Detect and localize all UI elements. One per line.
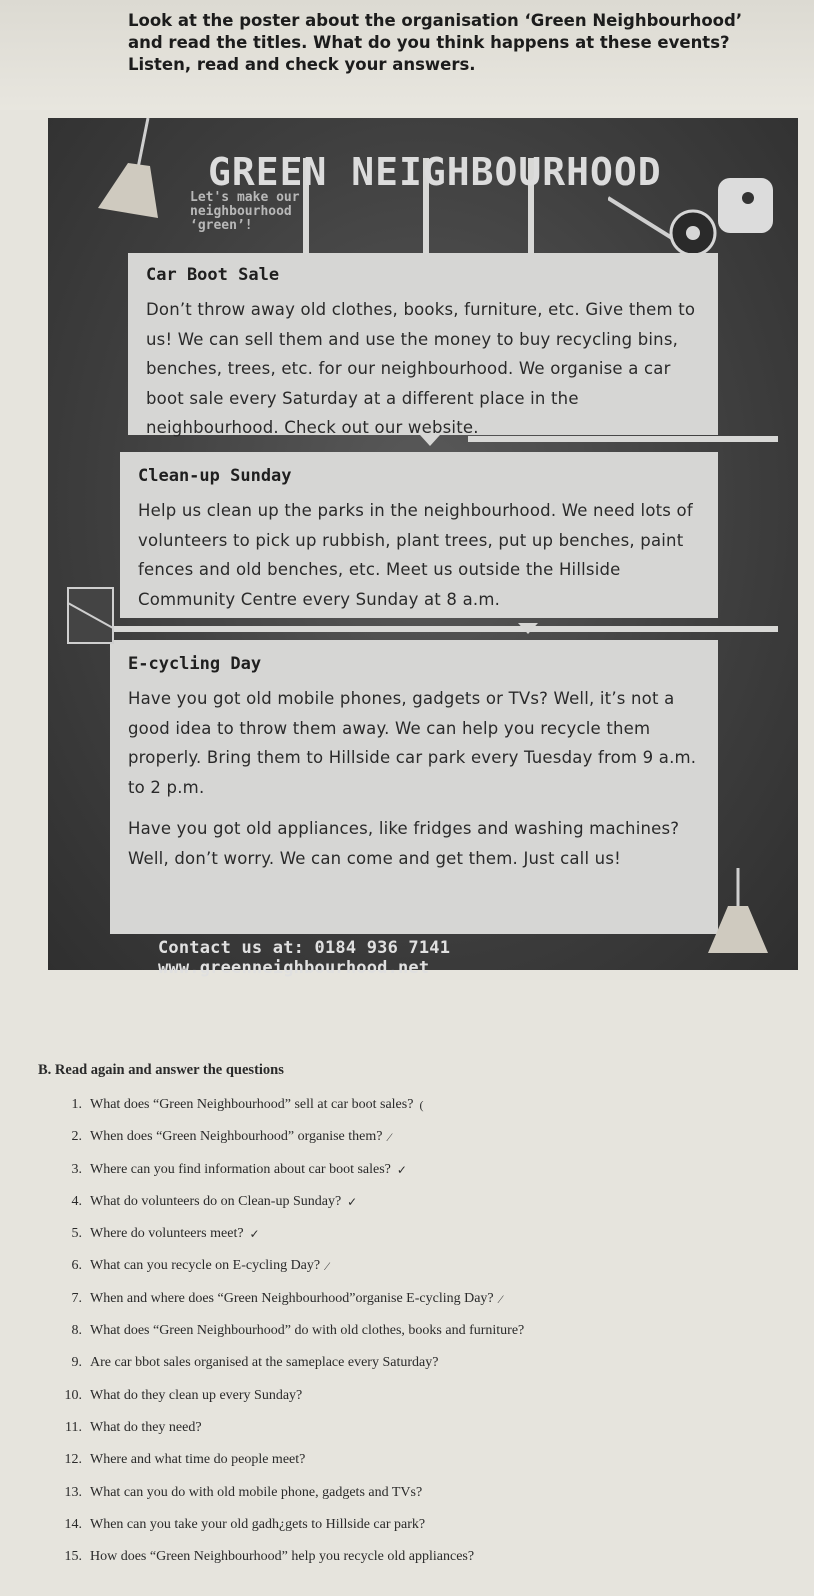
question-number: 6. [71, 1258, 82, 1274]
question-item [38, 1353, 798, 1385]
arrow-down-icon [518, 623, 538, 634]
question-item [38, 1321, 798, 1353]
question-text: What does “Green Neighbourhood” sell at car boot sales? [90, 1097, 414, 1112]
question-number: 4. [71, 1193, 82, 1209]
question-item [38, 1386, 798, 1418]
handwritten-mark: ✓ [396, 1162, 407, 1177]
section-heading: E-cycling Day [128, 654, 262, 674]
question-number: 12. [64, 1452, 82, 1468]
poster-title: GREEN NEIGHBOURHOOD [208, 150, 662, 194]
question-text: What do they need? [90, 1419, 202, 1435]
question-number: 11. [65, 1419, 82, 1435]
question-text: How does “Green Neighbourhood” help you recycle old appliances? [90, 1549, 475, 1565]
poster-subtitle: Let's make our neighbourhood ‘green’! [190, 190, 300, 233]
section-e-cycling-day [110, 640, 718, 934]
question-item [38, 1192, 798, 1224]
question-number: 7. [71, 1290, 82, 1306]
question-text: What does “Green Neighbourhood” do with old clothes, books and furniture? [90, 1323, 525, 1339]
section-paragraph: Have you got old appliances, like fridges and washing machines? Well, don’t worry. We can come and get them. Just call us! [128, 819, 680, 868]
question-item [38, 1483, 798, 1515]
contact-line: Contact us at: 0184 936 7141 www.greenneighbourhood.net [158, 938, 451, 978]
question-number: 1. [71, 1097, 82, 1112]
section-paragraph: Help us clean up the parks in the neighbourhood. We need lots of volunteers to pick up rubbish, plant trees, put up benches, paint fences and old benches, etc. Meet us outside the Hillside Community Centre every Sunday at 8 a.m. [138, 501, 693, 609]
section-heading: Car Boot Sale [146, 265, 280, 285]
question-text: When and where does “Green Neighbourhood”organise E-cycling Day? [90, 1290, 494, 1306]
question-text: When can you take your old gadh¿gets to Hillside car park? [90, 1516, 426, 1532]
arrow-down-icon [420, 435, 440, 446]
question-number: 15. [64, 1549, 82, 1565]
question-text: When does “Green Neighbourhood” organise them? [90, 1129, 383, 1145]
handwritten-mark: ( [419, 1098, 424, 1112]
instruction-line-1: Look at the poster about the organisation ‘Green Neighbourhood’ [128, 11, 743, 30]
question-text: Where can you find information about car boot sales? [90, 1161, 391, 1177]
section-clean-up-sunday [120, 452, 718, 618]
question-number: 2. [71, 1129, 82, 1145]
handwritten-mark: ⁄ [499, 1291, 502, 1306]
question-text: Where do volunteers meet? [90, 1226, 244, 1242]
question-text: What can you recycle on E-cycling Day? [90, 1258, 321, 1274]
question-number: 3. [71, 1161, 82, 1177]
question-text: What do volunteers do on Clean-up Sunday? [90, 1193, 342, 1209]
question-item [38, 1224, 798, 1256]
question-item [38, 1450, 798, 1482]
green-neighbourhood-poster [48, 118, 798, 978]
question-item [38, 1160, 798, 1192]
section-b-title: B. Read again and answer the questions [38, 1062, 284, 1078]
exercise-instruction [128, 10, 808, 76]
question-text: What can you do with old mobile phone, gadgets and TVs? [90, 1484, 423, 1500]
handwritten-mark: ✓ [249, 1227, 260, 1242]
broom-icon [88, 118, 168, 228]
question-item [38, 1256, 798, 1288]
question-number: 10. [64, 1387, 82, 1403]
question-number: 5. [71, 1226, 82, 1242]
question-item [38, 1418, 798, 1450]
question-number: 13. [64, 1484, 82, 1500]
handwritten-mark: ⁄ [326, 1259, 329, 1274]
question-item [38, 1515, 798, 1547]
section-paragraph: Don’t throw away old clothes, books, furniture, etc. Give them to us! We can sell them and use the money to buy recycling bins, benches, trees, etc. for our neighbourhood. We organise a car boot sale every Saturday at a different place in the neighbourhood. Check out our website. [146, 300, 696, 437]
question-text: What do they clean up every Sunday? [90, 1387, 303, 1403]
instruction-line-2: and read the titles. What do you think happens at these events? [128, 33, 730, 52]
handwritten-mark: ⁄ [388, 1130, 391, 1145]
question-number: 8. [71, 1323, 82, 1339]
section-paragraph: Have you got old mobile phones, gadgets or TVs? Well, it’s not a good idea to throw them away. We can help you recycle them properly. Bring them to Hillside car park every Tuesday from 9 a.m. to 2 p.m. [128, 689, 697, 797]
section-car-boot-sale [128, 253, 718, 435]
question-item [38, 1095, 798, 1127]
question-number: 9. [71, 1355, 82, 1371]
question-item [38, 1127, 798, 1159]
section-heading: Clean-up Sunday [138, 466, 292, 486]
question-list [38, 1095, 798, 1579]
question-number: 14. [64, 1516, 82, 1532]
question-item [38, 1547, 798, 1579]
question-item [38, 1289, 798, 1321]
question-text: Where and what time do people meet? [90, 1452, 306, 1468]
instruction-line-3: Listen, read and check your answers. [128, 55, 476, 74]
question-text: Are car bbot sales organised at the sameplace every Saturday? [90, 1355, 439, 1371]
poster-ribbon [78, 626, 778, 632]
section-b-questions [38, 1062, 798, 1579]
old-gadget-icon [63, 568, 123, 668]
handwritten-mark: ✓ [347, 1194, 358, 1209]
